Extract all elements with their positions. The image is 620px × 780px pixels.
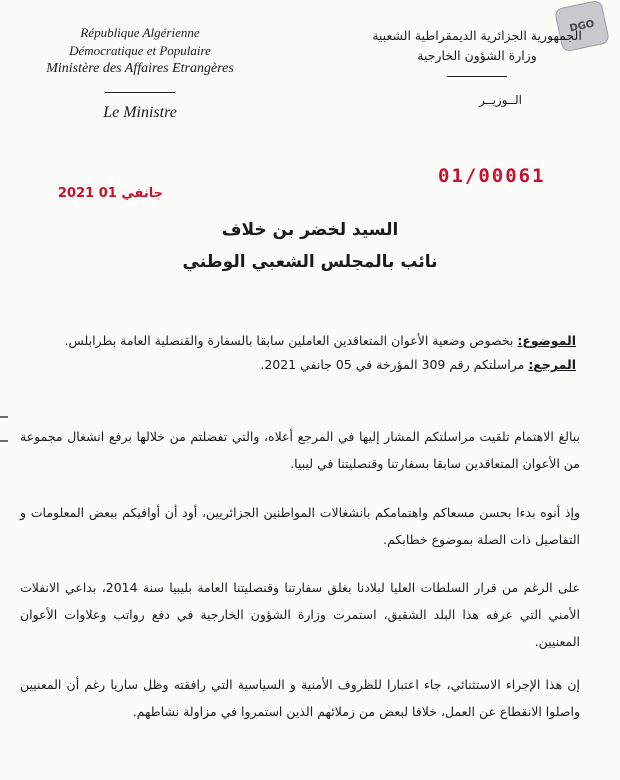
margin-mark	[0, 416, 8, 418]
seal-text: DGO	[568, 18, 596, 34]
fr-country-line1: République Algérienne	[80, 25, 200, 40]
ar-country-line: الجمهورية الجزائرية الديمقراطية الشعبية	[372, 28, 582, 43]
fr-minister-title: Le Ministre	[103, 104, 177, 121]
fr-country-line2: Démocratique et Populaire	[69, 43, 211, 58]
ar-minister-title: الــوزيــر	[478, 93, 522, 107]
subject-text: بخصوص وضعية الأعوان المتعاقدين العاملين سابقا بالسفارة والقنصلية العامة بطرابلس.	[64, 333, 514, 348]
body-paragraph: إن هذا الإجراء الاستثنائي، جاء اعتبارا للظروف الأمنية و السياسية التي رافقته وظل ساريا رغم أن المعنيين واصلوا الانقطاع عن العمل، خلافا لبعض من زملائهم الذين استمروا في مزاولة نشاطهم.	[20, 676, 580, 719]
french-letterhead	[40, 24, 240, 123]
body-paragraph: وإذ أنوه بدءا بحسن مسعاكم واهتمامكم بانشغالات المواطنين الجزائريين، أود أن أوافيكم ببعض المعلومات و التفاصيل ذات الصلة بموضوع خطابكم.	[20, 504, 580, 547]
reference-number-stamp: 01/00061	[438, 165, 546, 187]
fr-ministry: Ministère des Affaires Etrangères	[46, 61, 234, 76]
date-stamp: 2021 جانفي 01	[58, 186, 163, 201]
ar-ministry: وزارة الشؤون الخارجية	[417, 48, 537, 63]
reference-text: مراسلتكم رقم 309 المؤرخة في 05 جانفي 2021.	[260, 357, 525, 372]
margin-mark	[0, 440, 8, 442]
body-paragraph: على الرغم من قرار السلطات العليا لبلادنا بغلق سفارتنا وقنصليتنا العامة بليبيا سنة 2014، بداعي الانفلات الأمني التي عرفه هذا البلد الشقيق، استمرت وزارة الشؤون الخارجية في دفع رواتب وعلاوات الأعوان المعنيين.	[20, 579, 580, 649]
ar-divider	[447, 76, 507, 77]
subject-line	[16, 330, 576, 352]
addressee-name: السيد لخضر بن خلاف	[221, 220, 399, 240]
body-paragraph: ببالغ الاهتمام تلقيت مراسلتكم المشار إليها في المرجع أعلاه، والتي تفضلتم من خلالها برفع انشغال مجموعة من الأعوان المتعاقدين سابقا بسفارتنا وقنصليتنا في ليبيا.	[20, 428, 580, 471]
reference-line	[16, 354, 576, 376]
addressee-title: نائب بالمجلس الشعبي الوطني	[182, 252, 438, 272]
subject-label: الموضوع:	[517, 333, 576, 348]
arabic-letterhead	[362, 26, 592, 109]
fr-divider	[105, 92, 175, 93]
reference-label: المرجع:	[528, 357, 576, 372]
